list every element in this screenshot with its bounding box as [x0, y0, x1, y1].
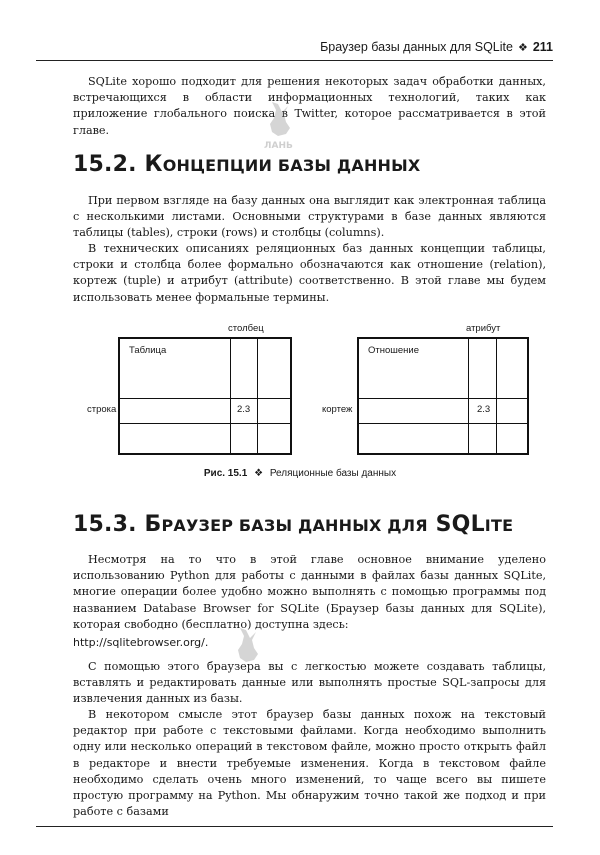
- section-heading-15-3: [73, 512, 553, 537]
- row-divider: [120, 398, 290, 399]
- section-heading-15-2: [73, 152, 553, 177]
- table-diagram: [118, 337, 292, 455]
- row-divider: [359, 398, 527, 399]
- section-title-sql: SQL: [435, 512, 485, 537]
- relation-diagram: [357, 337, 529, 455]
- column-divider: [230, 339, 231, 453]
- caption-diamond-icon: ❖: [254, 468, 264, 479]
- section-number: 15.3.: [73, 512, 137, 537]
- column-divider: [257, 339, 258, 453]
- left-side-label: строка: [87, 404, 117, 415]
- bottom-rule: [36, 826, 553, 827]
- section-title-cap: К: [144, 152, 163, 177]
- running-head: [36, 36, 553, 61]
- cell-value: 2.3: [477, 404, 491, 415]
- section-title-rest: РАУЗЕР БАЗЫ ДАННЫХ ДЛЯ: [161, 516, 428, 535]
- caption-text: Реляционные базы данных: [269, 468, 397, 479]
- figure-caption: [0, 468, 600, 479]
- left-top-label: столбец: [228, 323, 264, 334]
- intro-paragraph: SQLite хорошо подходит для решения некоторых задач обработки данных, встречающихся в области информационных технологий, таких как приложение глобального поиска в Twitter, которое рассматривается в этой главе.: [73, 75, 546, 137]
- section-15-2-paragraph-1: При первом взгляде на базу данных она выглядит как электронная таблица с несколькими листами. Основными структурами в базе данных являются таблицы (tables), строки (rows) и столбцы (columns).: [73, 194, 546, 240]
- caption-number: Рис. 15.1: [203, 468, 248, 479]
- watermark-deer-icon: [262, 98, 298, 152]
- column-divider: [468, 339, 469, 453]
- relation-title: Отношение: [368, 345, 420, 356]
- page-number: 211: [532, 40, 553, 54]
- section-number: 15.2.: [73, 152, 137, 177]
- section-15-2-paragraph-2: В технических описаниях реляционных баз данных концепции таблицы, строки и столбца более формально обозначаются как отношение (relation), кортеж (tuple) и атрибут (attribute) соответственно. В этой главе мы будем использовать менее формальные термины.: [73, 242, 546, 304]
- sqlitebrowser-link[interactable]: http://sqlitebrowser.org/.: [73, 636, 209, 649]
- running-head-title: Браузер базы данных для SQLite: [320, 40, 513, 54]
- watermark-text: ЛАНЬ: [264, 141, 293, 151]
- table-title: Таблица: [129, 345, 167, 356]
- section-15-3-paragraph-2: С помощью этого браузера вы с легкостью можете создавать таблицы, вставлять и редактировать данные или выполнять простые SQL-запросы для извлечения данных из базы.: [73, 660, 546, 706]
- row-divider: [120, 423, 290, 424]
- column-divider: [496, 339, 497, 453]
- right-side-label: кортеж: [322, 404, 353, 415]
- section-title-ite: ITE: [484, 516, 514, 535]
- diamond-icon: ❖: [517, 42, 528, 54]
- section-15-3-paragraph-1: Несмотря на то что в этой главе основное внимание уделено использованию Python для работы с данными в файлах базы данных SQLite, многие операции более удобно можно выполнять с помощью программы под названием Database Browser for SQLite (Браузер базы данных для SQLite), которая свободно (бесплатно) доступна здесь:: [73, 553, 546, 631]
- section-title-cap: Б: [144, 512, 162, 537]
- section-15-3-paragraph-3: В некотором смысле этот браузер базы данных похож на текстовый редактор при работе с текстовыми файлами. Когда необходимо выполнить одну или несколько операций в текстовом файле, можно просто открыть файл в редакторе и внести требуемые изменения. Когда в текстовом файле необходимо сделать очень много изменений, то чаще всего вы пишете простую программу на Python. Мы обнаружим точно такой же подход и при работе с базами: [73, 708, 546, 819]
- cell-value: 2.3: [237, 404, 251, 415]
- section-title-rest: ОНЦЕПЦИИ БАЗЫ ДАННЫХ: [162, 156, 421, 175]
- right-top-label: атрибут: [466, 323, 501, 334]
- row-divider: [359, 423, 527, 424]
